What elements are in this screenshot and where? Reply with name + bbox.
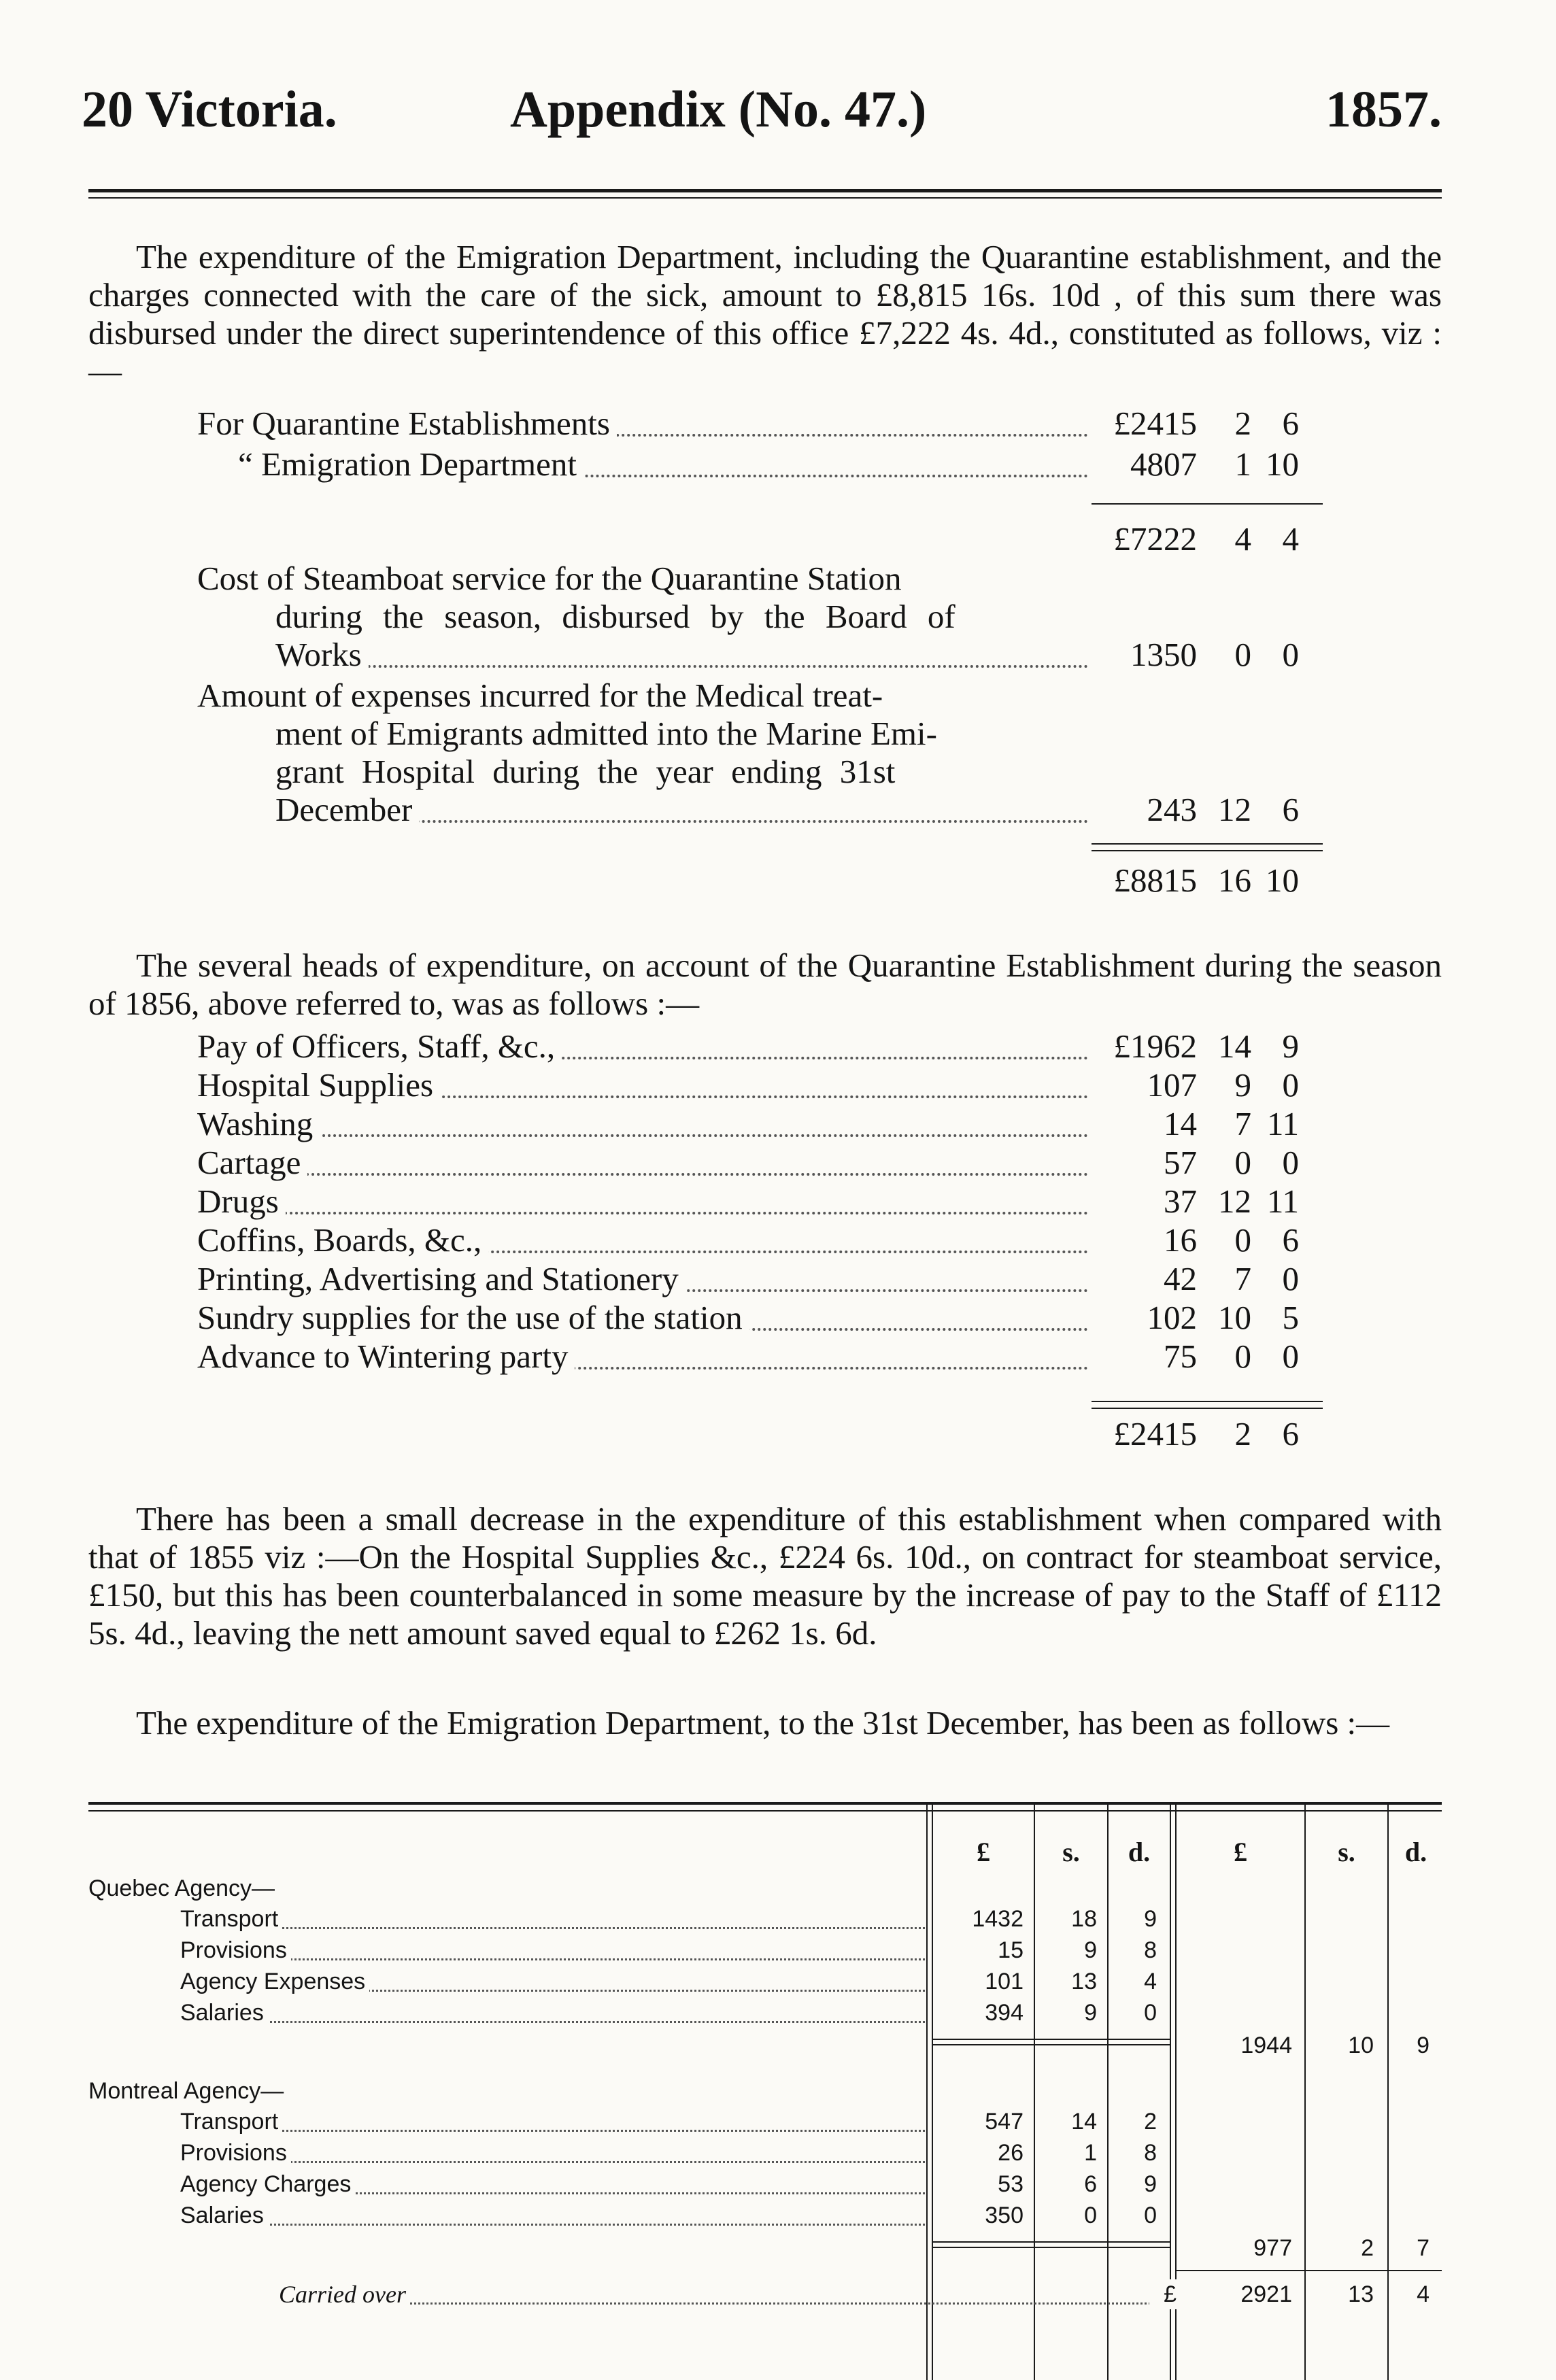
table-row-label: Agency Expenses xyxy=(180,1967,369,1996)
head-label: Printing, Advertising and Stationery xyxy=(197,1259,686,1299)
head-pounds: 57 xyxy=(1164,1144,1197,1181)
head-pounds: 75 xyxy=(1164,1338,1197,1375)
table-shillings: 9 xyxy=(1084,2000,1097,2026)
head-pounds: 37 xyxy=(1164,1183,1197,1220)
header-year: 1857. xyxy=(1325,81,1442,138)
head-label: Cartage xyxy=(197,1143,307,1183)
head-pounds: 14 xyxy=(1164,1105,1197,1142)
quarantine-head-row xyxy=(197,1337,1326,1376)
table-shillings: 9 xyxy=(1084,1937,1097,1963)
table-shillings: 18 xyxy=(1071,1906,1097,1932)
head-shillings: 12 xyxy=(1218,1183,1251,1220)
head-shillings: 10 xyxy=(1218,1299,1251,1336)
table-pence: 8 xyxy=(1144,1937,1157,1963)
table-row xyxy=(180,2200,1170,2230)
head-pounds: £1962 xyxy=(1113,1027,1197,1065)
col-header-pounds: £ xyxy=(977,1837,990,1867)
head-shillings: 7 xyxy=(1234,1105,1251,1142)
head-label: Drugs xyxy=(197,1182,286,1221)
head-pence: 6 xyxy=(1282,1221,1299,1259)
head-pounds: 42 xyxy=(1164,1260,1197,1297)
quebec-agency-title: Quebec Agency— xyxy=(88,1875,275,1901)
summary-total-row: £8815 16 10 xyxy=(1113,862,1299,899)
table-pence: 2 xyxy=(1144,2109,1157,2135)
table-row-label: Salaries xyxy=(180,1998,268,2028)
quebec-subtotal-rule xyxy=(933,2039,1170,2040)
carried-over-row: Carried over £ 2921 13 4 xyxy=(279,2279,1443,2309)
header-rule xyxy=(88,189,1442,192)
paragraph-quarantine-intro: The several heads of expenditure, on account of the Quarantine Establishment during the season of 1856, above referred to, was as follows :— xyxy=(88,947,1442,1022)
summary-row: For Quarantine Establishments £2415 2 6 xyxy=(197,404,1326,443)
medical-line: grant Hospital during the year ending 31st xyxy=(275,752,1160,792)
header-appendix: Appendix (No. 47.) xyxy=(510,81,927,138)
head-label: Advance to Wintering party xyxy=(197,1337,575,1376)
col-header-pounds-total: £ xyxy=(1234,1837,1247,1867)
medical-row: December 243 12 6 xyxy=(275,790,1326,830)
table-row-label: Agency Charges xyxy=(180,2169,355,2199)
table-pounds: 101 xyxy=(985,1969,1024,1994)
quebec-total-row: 1944 10 9 xyxy=(1240,2033,1430,2058)
table-pence: 8 xyxy=(1144,2140,1157,2166)
head-shillings: 0 xyxy=(1234,1221,1251,1259)
head-pence: 9 xyxy=(1282,1027,1299,1065)
total-rule xyxy=(1092,843,1323,845)
steamboat-line: during the season, disbursed by the Board of xyxy=(275,597,1092,636)
table-shillings: 6 xyxy=(1084,2171,1097,2197)
head-shillings: 9 xyxy=(1234,1066,1251,1104)
head-label: Hospital Supplies xyxy=(197,1066,440,1105)
table-row-label: Provisions xyxy=(180,2138,291,2168)
table-row-label: Provisions xyxy=(180,1935,291,1965)
header-rule-thin xyxy=(88,197,1442,199)
head-pounds: 16 xyxy=(1164,1221,1197,1259)
summary-row: “ Emigration Department 4807 1 10 xyxy=(238,445,1326,484)
medical-line: Amount of expenses incurred for the Medical treat- xyxy=(197,676,1149,715)
carried-rule xyxy=(1177,2270,1442,2271)
head-pence: 11 xyxy=(1266,1183,1299,1220)
col-header-shillings: s. xyxy=(1062,1837,1080,1867)
table-pence: 9 xyxy=(1144,1906,1157,1932)
table-pounds: 350 xyxy=(985,2203,1024,2228)
table-top-rule xyxy=(88,1802,1442,1805)
table-shillings: 14 xyxy=(1071,2109,1097,2135)
table-shillings: 13 xyxy=(1071,1969,1097,1994)
table-pounds: 26 xyxy=(998,2140,1024,2166)
paragraph-decrease: There has been a small decrease in the expenditure of this establishment when compared with that of 1855 viz :—On the Hospital Supplies &c., £224 6s. 10d., on contract for steamboat service, £150, but this has been counterbalanced in some measure by the increase of pay to the Staff of £112 5s. 4d., leaving the nett amount saved equal to £262 1s. 6d. xyxy=(88,1500,1442,1652)
table-pence: 9 xyxy=(1144,2171,1157,2197)
quebec-subtotal-rule xyxy=(933,2044,1170,2045)
head-pounds: 107 xyxy=(1147,1066,1197,1104)
head-shillings: 7 xyxy=(1234,1260,1251,1297)
heads-total-rule xyxy=(1092,1408,1323,1409)
steamboat-row: Works 1350 0 0 xyxy=(275,635,1326,675)
medical-line: ment of Emigrants admitted into the Marine Emi- xyxy=(275,714,1160,753)
steamboat-line: Cost of Steamboat service for the Quarantine Station xyxy=(197,559,1149,598)
table-pounds: 394 xyxy=(985,2000,1024,2026)
head-label: Coffins, Boards, &c., xyxy=(197,1221,488,1260)
head-label: Washing xyxy=(197,1104,320,1144)
head-shillings: 0 xyxy=(1234,1144,1251,1181)
table-pounds: 547 xyxy=(985,2109,1024,2135)
table-top-rule-thin xyxy=(88,1810,1442,1812)
head-pence: 0 xyxy=(1282,1260,1299,1297)
col-header-pence-total: d. xyxy=(1404,1837,1427,1867)
paragraph-expenditure-intro: The expenditure of the Emigration Department, including the Quarantine establishment, and the charges connected with the care of the sick, amount to £8,815 16s. 10d , of this sum there was disbursed under the direct superintendence of this office £7,222 4s. 4d., constituted as follows, viz :— xyxy=(88,238,1442,390)
table-pounds: 53 xyxy=(998,2171,1024,2197)
head-shillings: 14 xyxy=(1218,1027,1251,1065)
table-shillings: 0 xyxy=(1084,2203,1097,2228)
head-label: Sundry supplies for the use of the station xyxy=(197,1298,749,1338)
head-pence: 0 xyxy=(1282,1144,1299,1181)
table-pounds: 15 xyxy=(998,1937,1024,1963)
head-pence: 0 xyxy=(1282,1338,1299,1375)
montreal-total-row: 977 2 7 xyxy=(1253,2235,1430,2261)
head-pence: 5 xyxy=(1282,1299,1299,1336)
table-shillings: 1 xyxy=(1084,2140,1097,2166)
table-pence: 0 xyxy=(1144,2000,1157,2026)
head-shillings: 0 xyxy=(1234,1338,1251,1375)
col-header-pence: d. xyxy=(1128,1837,1151,1867)
heads-total-rule xyxy=(1092,1401,1323,1402)
col-header-shillings-total: s. xyxy=(1338,1837,1355,1867)
head-pence: 0 xyxy=(1282,1066,1299,1104)
heads-total-row: £2415 2 6 xyxy=(1113,1415,1299,1452)
head-label: Pay of Officers, Staff, &c., xyxy=(197,1027,562,1066)
table-row-label: Transport xyxy=(180,1904,282,1934)
subtotal-rule xyxy=(1092,503,1323,505)
head-pounds: 102 xyxy=(1147,1299,1197,1336)
montreal-subtotal-rule xyxy=(933,2241,1170,2243)
table-pence: 4 xyxy=(1144,1969,1157,1994)
total-rule xyxy=(1092,850,1323,851)
head-pence: 11 xyxy=(1266,1105,1299,1142)
page-header xyxy=(82,80,1442,148)
table-pounds: 1432 xyxy=(972,1906,1024,1932)
montreal-agency-title: Montreal Agency— xyxy=(88,2078,284,2104)
table-row-label: Transport xyxy=(180,2107,282,2137)
paragraph-emigration-intro: The expenditure of the Emigration Department, to the 31st December, has been as follows :— xyxy=(136,1704,1390,1741)
header-regnal-year: 20 Victoria. xyxy=(82,81,337,138)
montreal-subtotal-rule xyxy=(933,2247,1170,2248)
table-row xyxy=(180,1998,1170,2028)
summary-subtotal-row: £7222 4 4 xyxy=(1113,520,1299,558)
table-pence: 0 xyxy=(1144,2203,1157,2228)
table-row-label: Salaries xyxy=(180,2200,268,2230)
